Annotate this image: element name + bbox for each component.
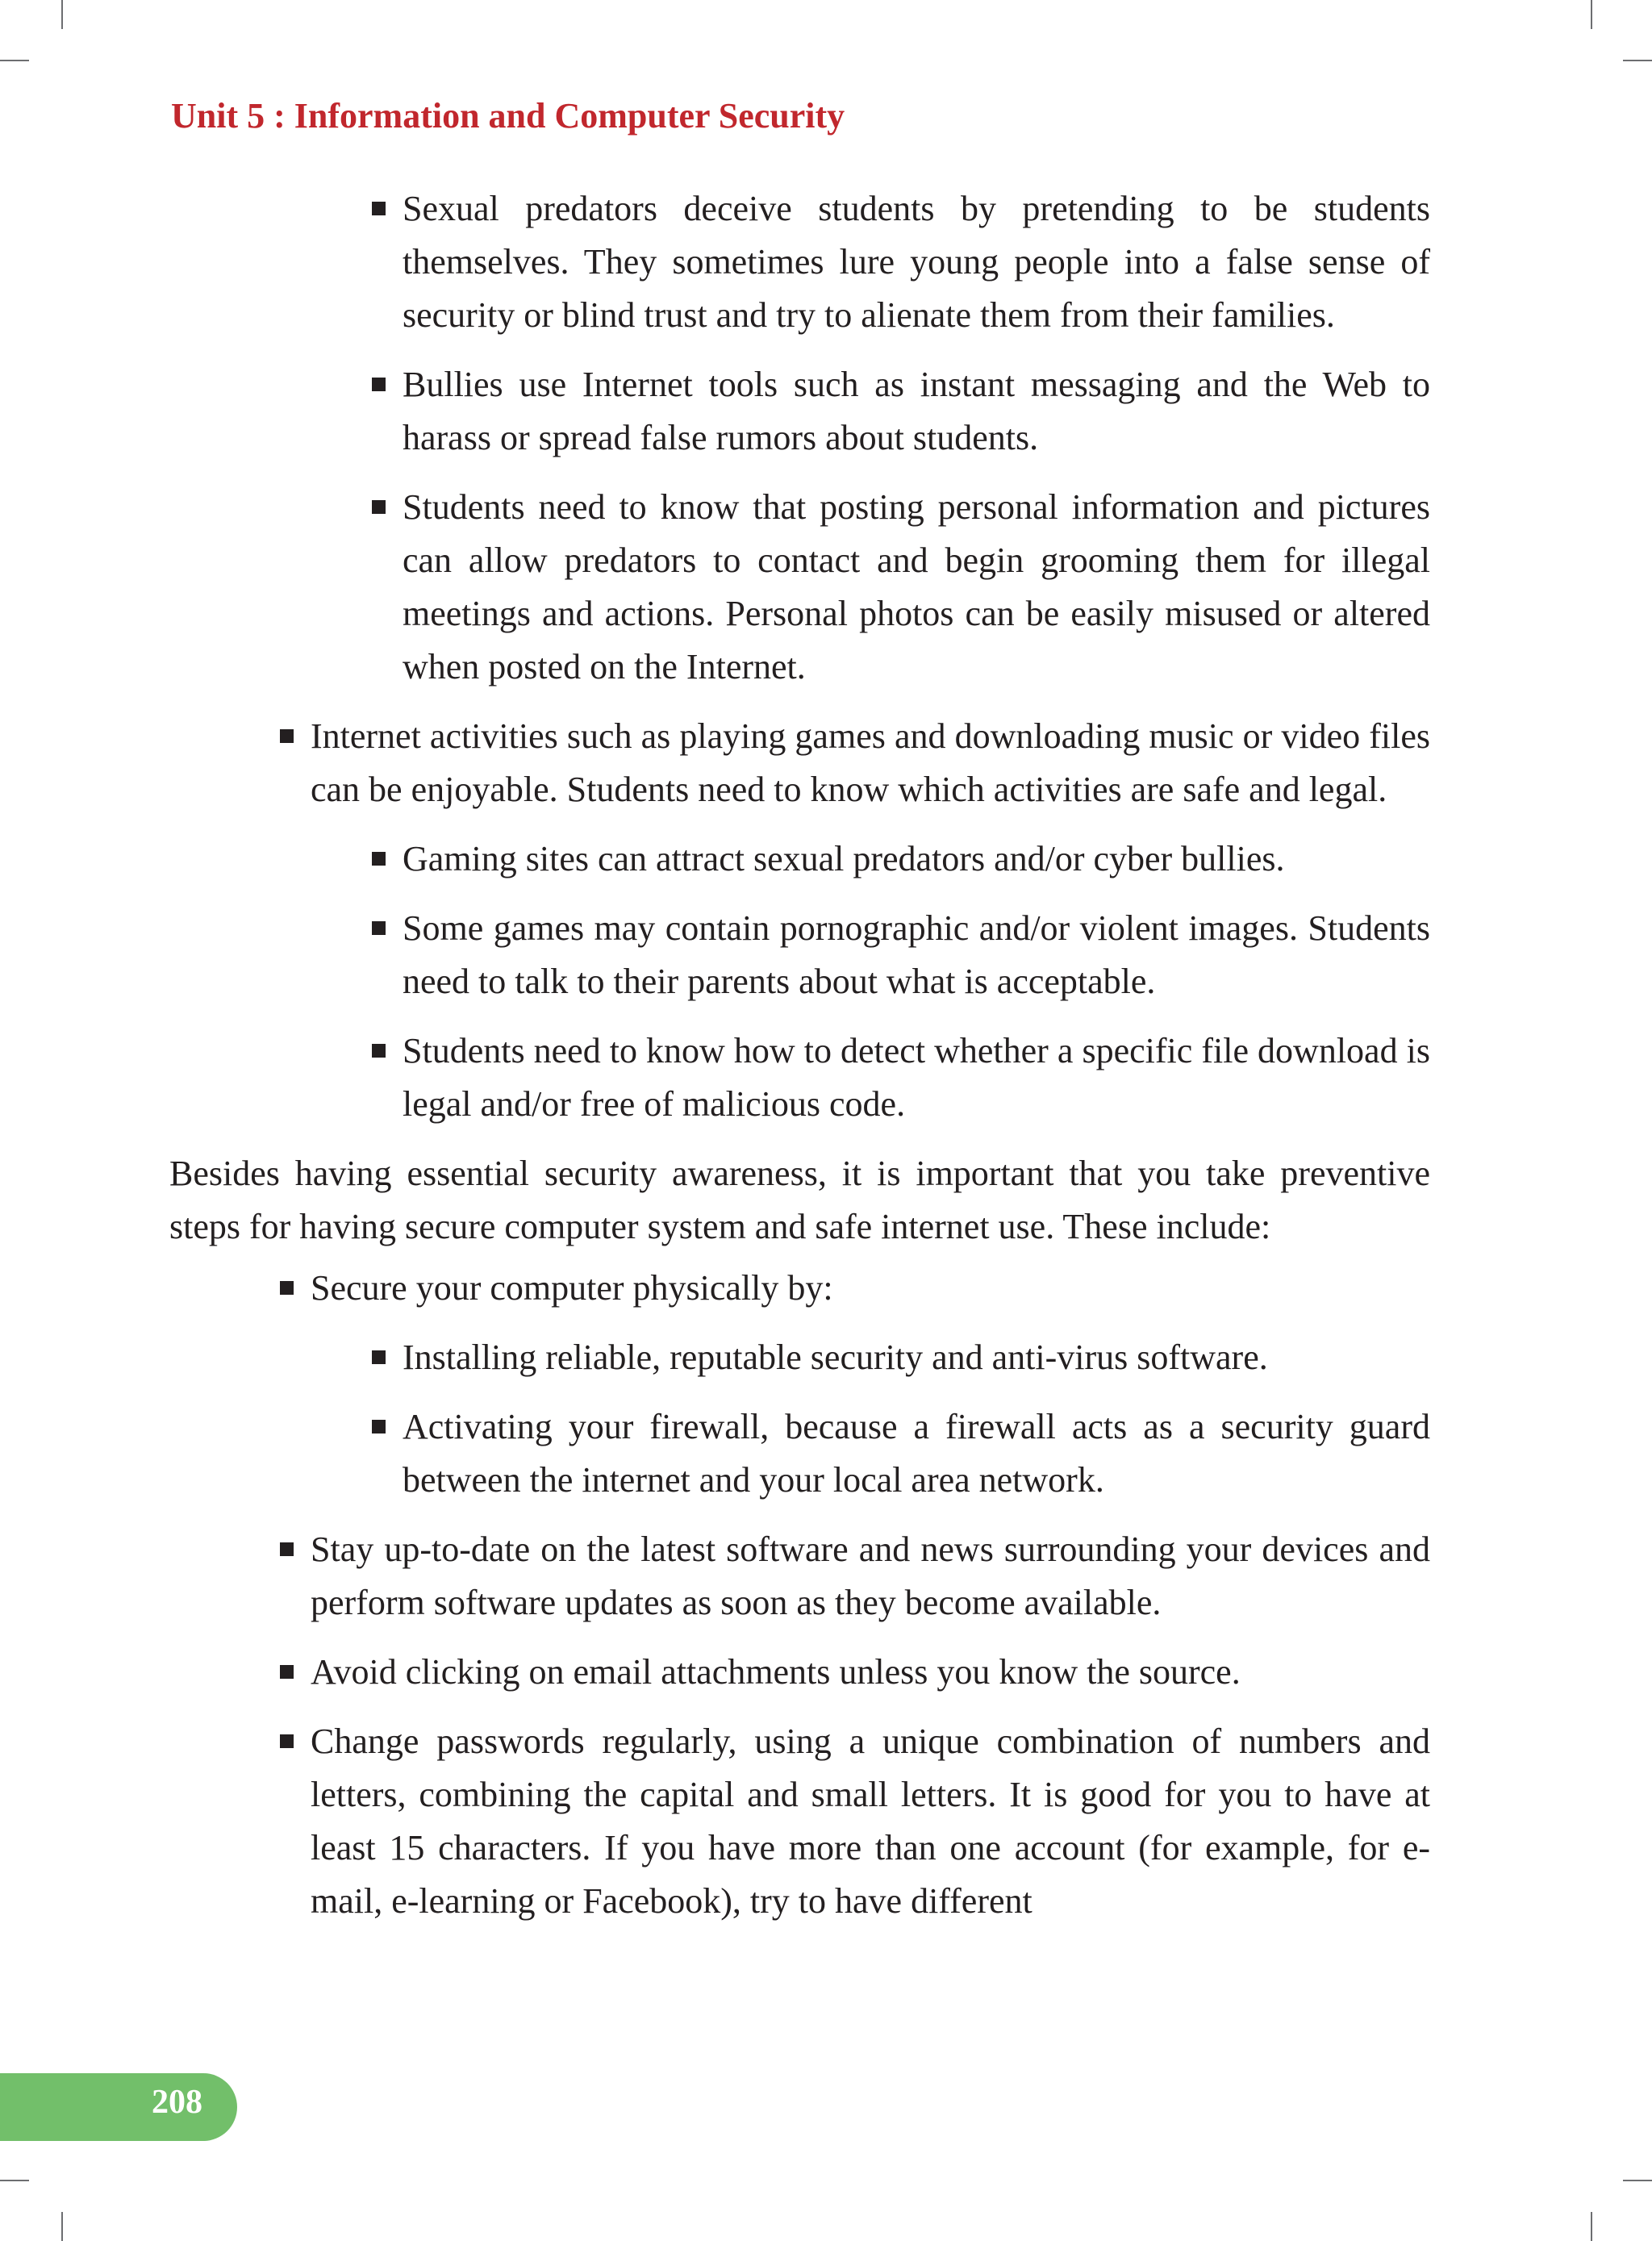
square-bullet-icon	[372, 921, 386, 935]
crop-mark	[1623, 60, 1652, 61]
square-bullet-icon	[372, 1044, 386, 1058]
sub-bullet-item	[403, 1331, 1430, 1384]
square-bullet-icon	[372, 852, 386, 866]
square-bullet-icon	[372, 1350, 386, 1364]
square-bullet-icon	[280, 729, 294, 743]
crop-mark	[1623, 2180, 1652, 2181]
page-content	[0, 182, 1652, 1944]
page-number: 208	[152, 2084, 202, 2121]
bullet-text: Activating your firewall, because a firewall acts as a security guard between the internet and your local area network.	[403, 1407, 1430, 1500]
square-bullet-icon	[372, 500, 386, 514]
bullet-text: Avoid clicking on email attachments unless you know the source.	[311, 1652, 1241, 1692]
bullet-text: Secure your computer physically by:	[311, 1268, 833, 1308]
sub-bullet-item	[403, 182, 1430, 342]
bullet-text: Bullies use Internet tools such as instant messaging and the Web to harass or spread false rumors about students.	[403, 365, 1430, 457]
sub-bullet-item	[403, 1400, 1430, 1507]
square-bullet-icon	[280, 1542, 294, 1556]
square-bullet-icon	[372, 202, 386, 215]
crop-mark	[1591, 0, 1592, 29]
square-bullet-icon	[280, 1281, 294, 1295]
crop-mark	[0, 60, 29, 61]
square-bullet-icon	[280, 1734, 294, 1748]
crop-mark	[61, 0, 63, 29]
sub-bullet-item	[403, 358, 1430, 465]
paragraph: Besides having essential security awareness, it is important that you take preventive steps for having secure computer system and safe internet use. These include:	[169, 1154, 1430, 1246]
bullet-text: Change passwords regularly, using a unique combination of numbers and letters, combining the capital and small letters. It is good for you to have at least 15 characters. If you have more than one account (for example, for e-mail, e-learning or Facebook), try to have different	[311, 1721, 1430, 1921]
sub-bullet-item	[403, 1025, 1430, 1131]
bullet-item	[311, 1523, 1430, 1630]
bullet-text: Some games may contain pornographic and/or violent images. Students need to talk to their parents about what is acceptable.	[403, 908, 1430, 1001]
sub-bullet-item	[403, 902, 1430, 1008]
bullet-text: Students need to know how to detect whether a specific file download is legal and/or free of malicious code.	[403, 1031, 1430, 1124]
crop-mark	[0, 2180, 29, 2181]
bullet-item	[311, 710, 1430, 816]
crop-mark	[1591, 2212, 1592, 2241]
page-number-tab	[0, 2073, 237, 2141]
bullet-item	[311, 1646, 1430, 1699]
bullet-text: Students need to know that posting personal information and pictures can allow predators to contact and begin grooming them for illegal meetings and actions. Personal photos can be easily misused or altered when posted on the Internet.	[403, 487, 1430, 686]
sub-bullet-item	[403, 833, 1430, 886]
unit-title: Unit 5 : Information and Computer Security	[171, 96, 845, 136]
square-bullet-icon	[372, 378, 386, 391]
square-bullet-icon	[372, 1420, 386, 1433]
crop-mark	[61, 2212, 63, 2241]
bullet-text: Internet activities such as playing games and downloading music or video files can be enjoyable. Students need to know which activities are safe and legal.	[311, 716, 1430, 809]
bullet-text: Sexual predators deceive students by pretending to be students themselves. They sometimes lure young people into a false sense of security or blind trust and try to alienate them from their families.	[403, 189, 1430, 335]
square-bullet-icon	[280, 1665, 294, 1679]
bullet-item	[311, 1262, 1430, 1315]
bullet-text: Gaming sites can attract sexual predators and/or cyber bullies.	[403, 839, 1285, 878]
sub-bullet-item	[403, 481, 1430, 694]
bullet-text: Stay up-to-date on the latest software and news surrounding your devices and perform software updates as soon as they become available.	[311, 1529, 1430, 1622]
bullet-text: Installing reliable, reputable security and anti-virus software.	[403, 1338, 1268, 1377]
bullet-item	[311, 1715, 1430, 1928]
